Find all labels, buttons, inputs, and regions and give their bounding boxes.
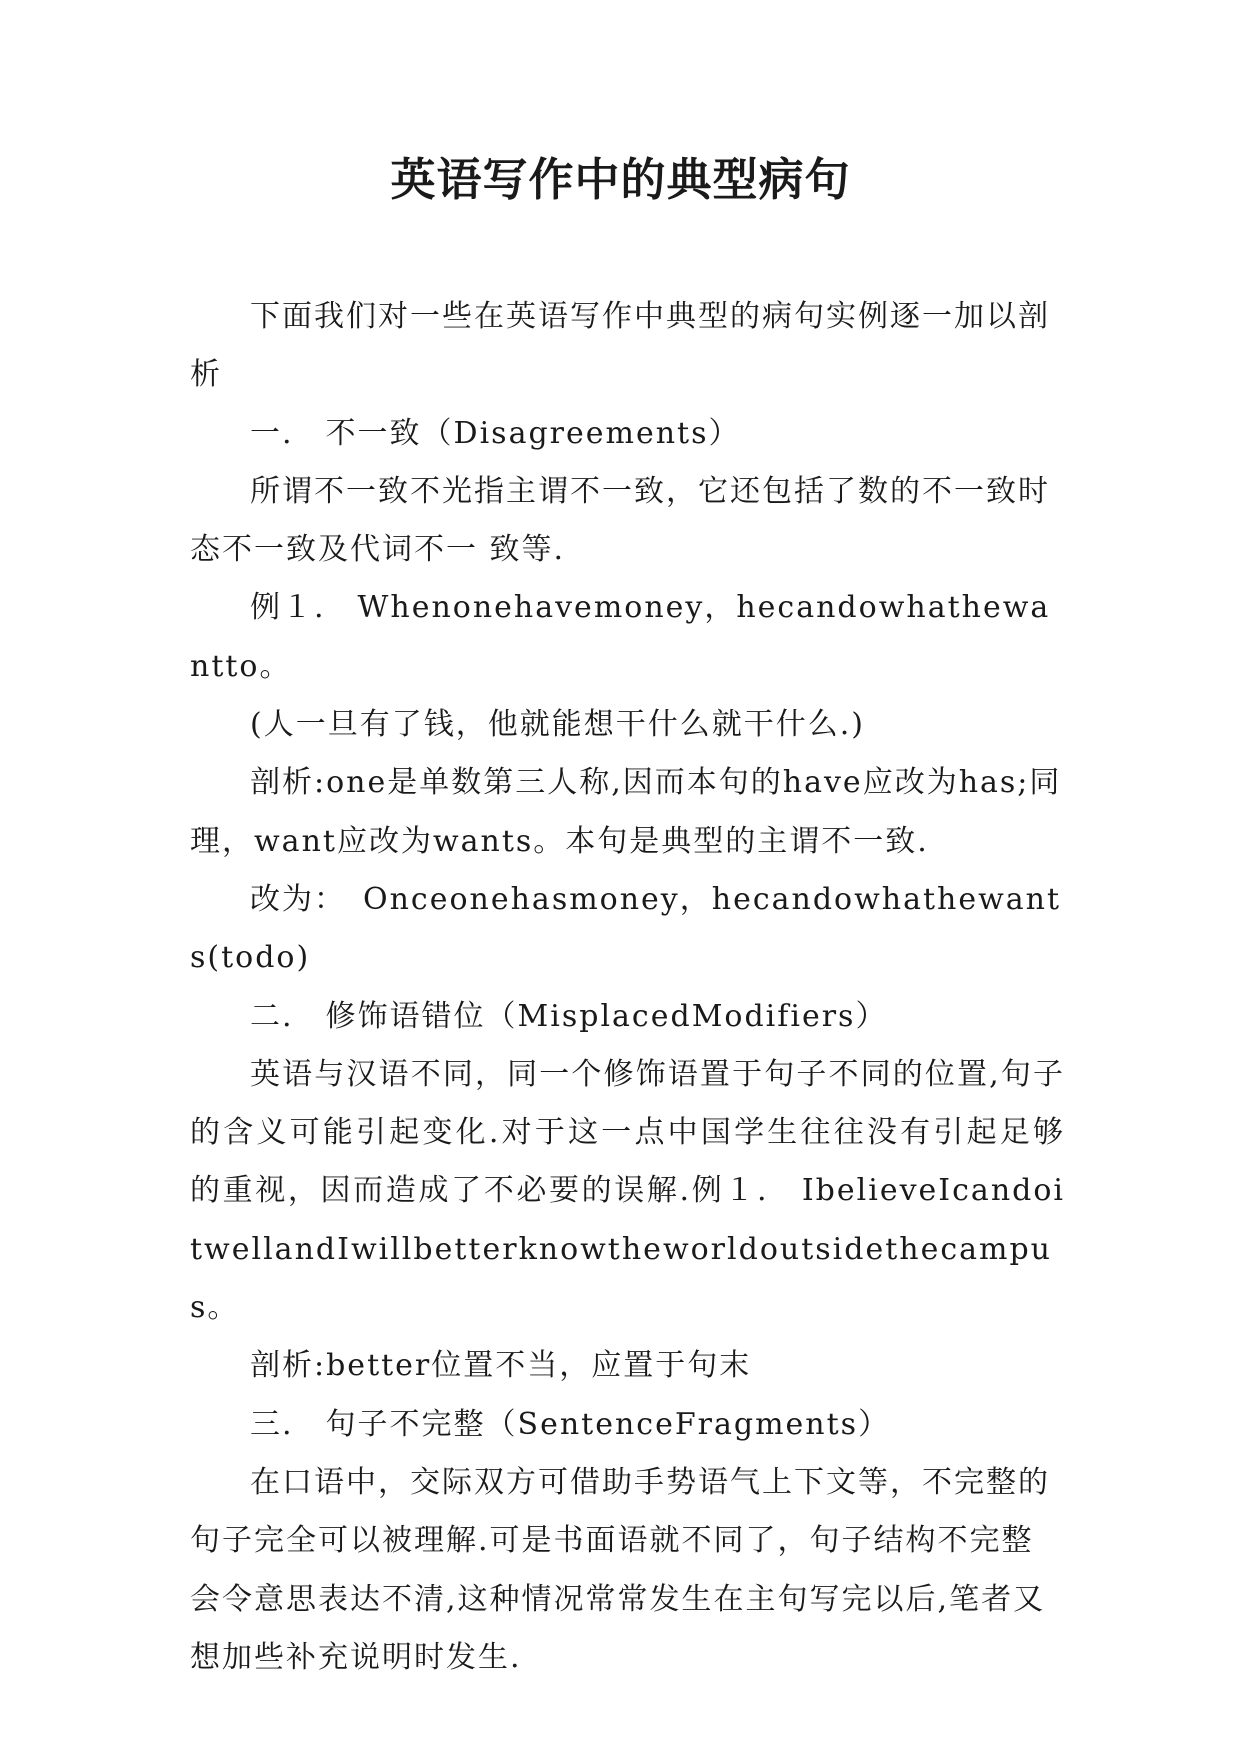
- section-heading-misplaced-modifiers: 二. 修饰语错位（MisplacedModifiers）: [250, 998, 888, 1034]
- disagreements-explanation: 所谓不一致不光指主谓不一致，它还包括了数的不一致时态不一致及代词不一 致等.: [190, 473, 1050, 568]
- document-body: [190, 288, 1065, 1687]
- misplaced-modifiers-explanation: 英语与汉语不同，同一个修饰语置于句子不同的位置,句子的含义可能引起变化.对于这一点中国学生往往没有引起足够的重视，因而造成了不必要的误解.例１. IbelieveIcandoitwellandIwillbetterknowtheworldoutsidethecampus。: [190, 1056, 1065, 1326]
- correction-paragraph-1: 改为： Onceonehasmoney，hecandowhathewants(todo): [190, 881, 1062, 976]
- analysis-paragraph-1: 剖析:one是单数第三人称,因而本句的have应改为has;同理，want应改为wants。本句是典型的主谓不一致.: [190, 765, 1062, 859]
- section-heading-sentence-fragments: 三. 句子不完整（SentenceFragments）: [250, 1406, 891, 1442]
- analysis-paragraph-2: 剖析:better位置不当，应置于句末: [250, 1348, 752, 1384]
- example-translation-1: (人一旦有了钱，他就能想干什么就干什么.): [250, 707, 865, 743]
- intro-paragraph: 下面我们对一些在英语写作中典型的病句实例逐一加以剖析: [190, 299, 1050, 393]
- example-sentence-1: 例１. Whenonehavemoney，hecandowhathewantto。: [190, 590, 1051, 684]
- document-title: 英语写作中的典型病句: [390, 153, 851, 206]
- section-heading-disagreements: 一. 不一致（Disagreements）: [250, 415, 741, 451]
- sentence-fragments-explanation: 在口语中，交际双方可借助手势语气上下文等，不完整的句子完全可以被理解.可是书面语就不同了，句子结构不完整会令意思表达不清,这种情况常常发生在主句写完以后,笔者又想加些补充说明时发生.: [190, 1464, 1050, 1675]
